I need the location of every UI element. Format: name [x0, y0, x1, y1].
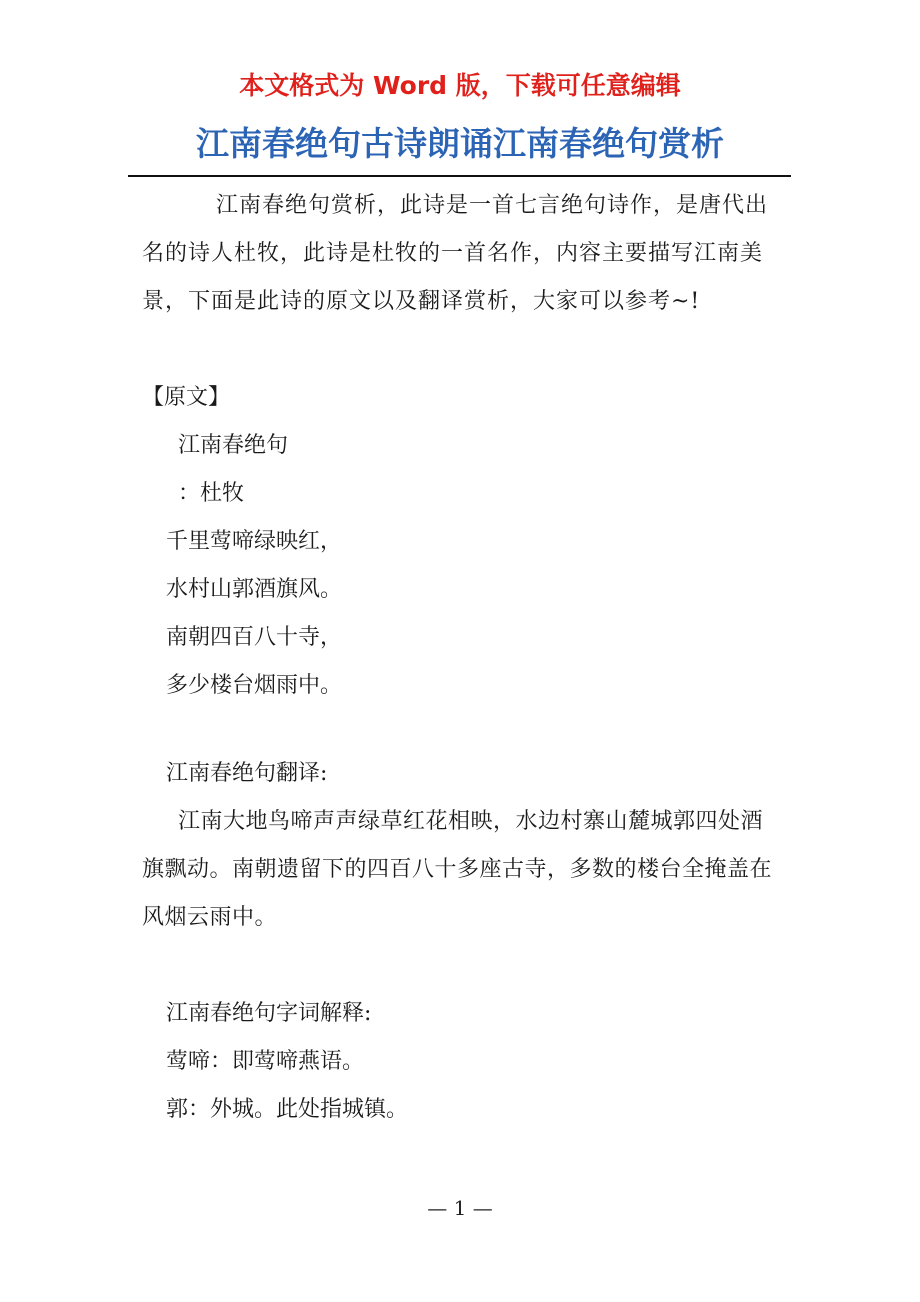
page-number: — 1 —: [427, 1196, 493, 1220]
format-notice-banner: 本文格式为 Word 版，下载可任意编辑: [239, 71, 681, 100]
spacer: [142, 942, 772, 990]
original-heading: 【原文】: [142, 385, 231, 410]
spacer: [142, 710, 772, 750]
poem-author: ：杜牧: [178, 481, 245, 506]
title-divider: [128, 175, 791, 177]
glossary-item: 莺啼：即莺啼燕语。: [166, 1049, 365, 1074]
spacer: [142, 326, 772, 374]
document-title: 江南春绝句古诗朗诵江南春绝句赏析: [196, 124, 724, 163]
poem-line: 千里莺啼绿映红，: [166, 529, 343, 554]
poem-line: 多少楼台烟雨中。: [166, 673, 343, 698]
intro-paragraph: 江南春绝句赏析，此诗是一首七言绝句诗作，是唐代出名的诗人杜牧，此诗是杜牧的一首名作，内容主要描写江南美景，下面是此诗的原文以及翻译赏析，大家可以参考~!: [142, 193, 769, 314]
translation-paragraph: 江南大地鸟啼声声绿草红花相映，水边村寨山麓城郭四处酒旗飘动。南朝遗留下的四百八十多座古寺，多数的楼台全掩盖在风烟云雨中。: [142, 809, 773, 930]
poem-title: 江南春绝句: [178, 433, 289, 458]
glossary-item: 郭：外城。此处指城镇。: [166, 1097, 409, 1122]
document-body: [142, 182, 772, 1134]
poem-line: 水村山郭酒旗风。: [166, 577, 343, 602]
translation-heading: 江南春绝句翻译:: [166, 761, 328, 786]
glossary-heading: 江南春绝句字词解释:: [166, 1001, 372, 1026]
poem-line: 南朝四百八十寺，: [166, 625, 343, 650]
